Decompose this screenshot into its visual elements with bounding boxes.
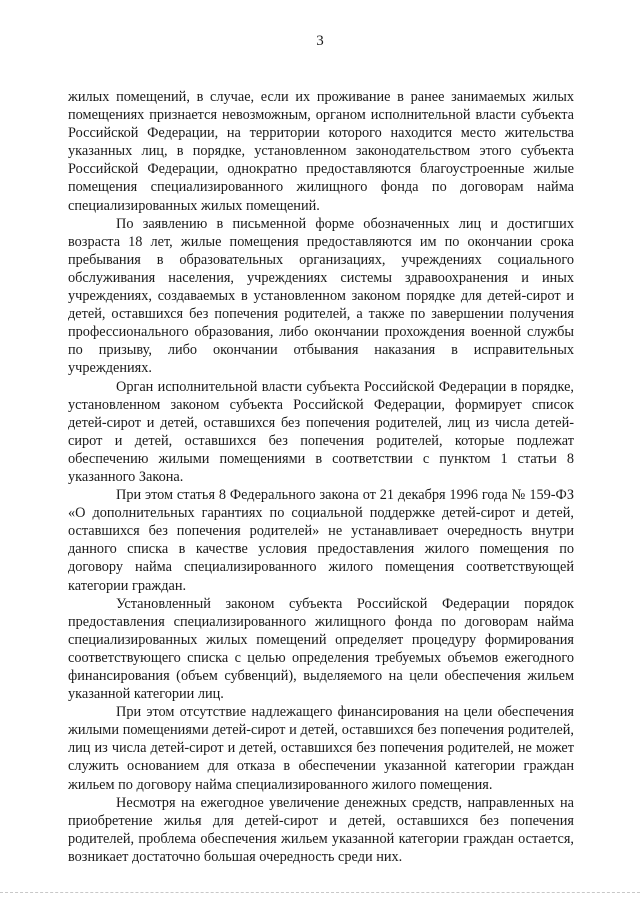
page-number: 3	[316, 33, 324, 49]
paragraph-funding-increase: Несмотря на ежегодное увеличение денежных средств, направленных на приобретение жилья для детей-сирот и детей, оставшихся без попечения родителей, проблема обеспечения жильем указанной категории граждан остается, возникает достаточно большая очередность среди них.	[68, 794, 574, 865]
paragraph-funding-not-grounds: При этом отсутствие надлежащего финансирования на цели обеспечения жилыми помещениями детей-сирот и детей, оставшихся без попечения родителей, лиц из числа детей-сирот и детей, оставшихся без попечения родителей, не может служить основанием для отказа в обеспечении указанной категории граждан жильем по договору найма специализированного жилого помещения.	[68, 704, 574, 793]
paragraph-regional-procedure: Установленный законом субъекта Российской Федерации порядок предоставления специализированного жилищного фонда по договорам найма специализированных жилых помещений определяет процедуру формирования соответствующего списка с целью определения требуемых объемов ежегодного финансирования (объем субвенций), выделяемого на цели обеспечения жильем указанной категории лиц.	[68, 595, 574, 703]
document-body	[68, 88, 574, 866]
paragraph-article-8-queue: При этом статья 8 Федерального закона от 21 декабря 1996 года № 159-ФЗ «О дополнительных гарантиях по социальной поддержке детей-сирот и детей, оставшихся без попечения родителей» не устанавливает очередность внутри данного списка в качестве условия предоставления жилого помещения по договору найма специализированного жилого помещения соответствующей категории граждан.	[68, 487, 574, 594]
paragraph-continuation: жилых помещений, в случае, если их проживание в ранее занимаемых жилых помещениях признается невозможным, органом исполнительной власти субъекта Российской Федерации, на территории которого находится место жительства указанных лиц, в порядке, установленном законодательством этого субъекта Российской Федерации, однократно предоставляются благоустроенные жилые помещения специализированного жилищного фонда по договорам найма специализированных жилых помещений.	[68, 89, 574, 214]
paragraph-list-formation: Орган исполнительной власти субъекта Российской Федерации в порядке, установленном законом субъекта Российской Федерации, формирует список детей-сирот и детей, оставшихся без попечения родителей, лиц из числа детей-сирот и детей, оставшихся без попечения родителей, которые подлежат обеспечению жилыми помещениями в соответствии с пунктом 1 статьи 8 указанного Закона.	[68, 378, 574, 485]
scan-artifact-line	[0, 892, 640, 893]
paragraph-housing-provision-terms: По заявлению в письменной форме обозначенных лиц и достигших возраста 18 лет, жилые помещения предоставляются им по окончании срока пребывания в образовательных организациях, учреждениях социального обслуживания населения, учреждениях системы здравоохранения и иных учреждениях, создаваемых в установленном законом порядке для детей-сирот и детей, оставшихся без попечения родителей, а также по завершении получения профессионального образования, либо окончании прохождения военной службы по призыву, либо окончании отбывания наказания в исправительных учреждениях.	[68, 215, 574, 377]
